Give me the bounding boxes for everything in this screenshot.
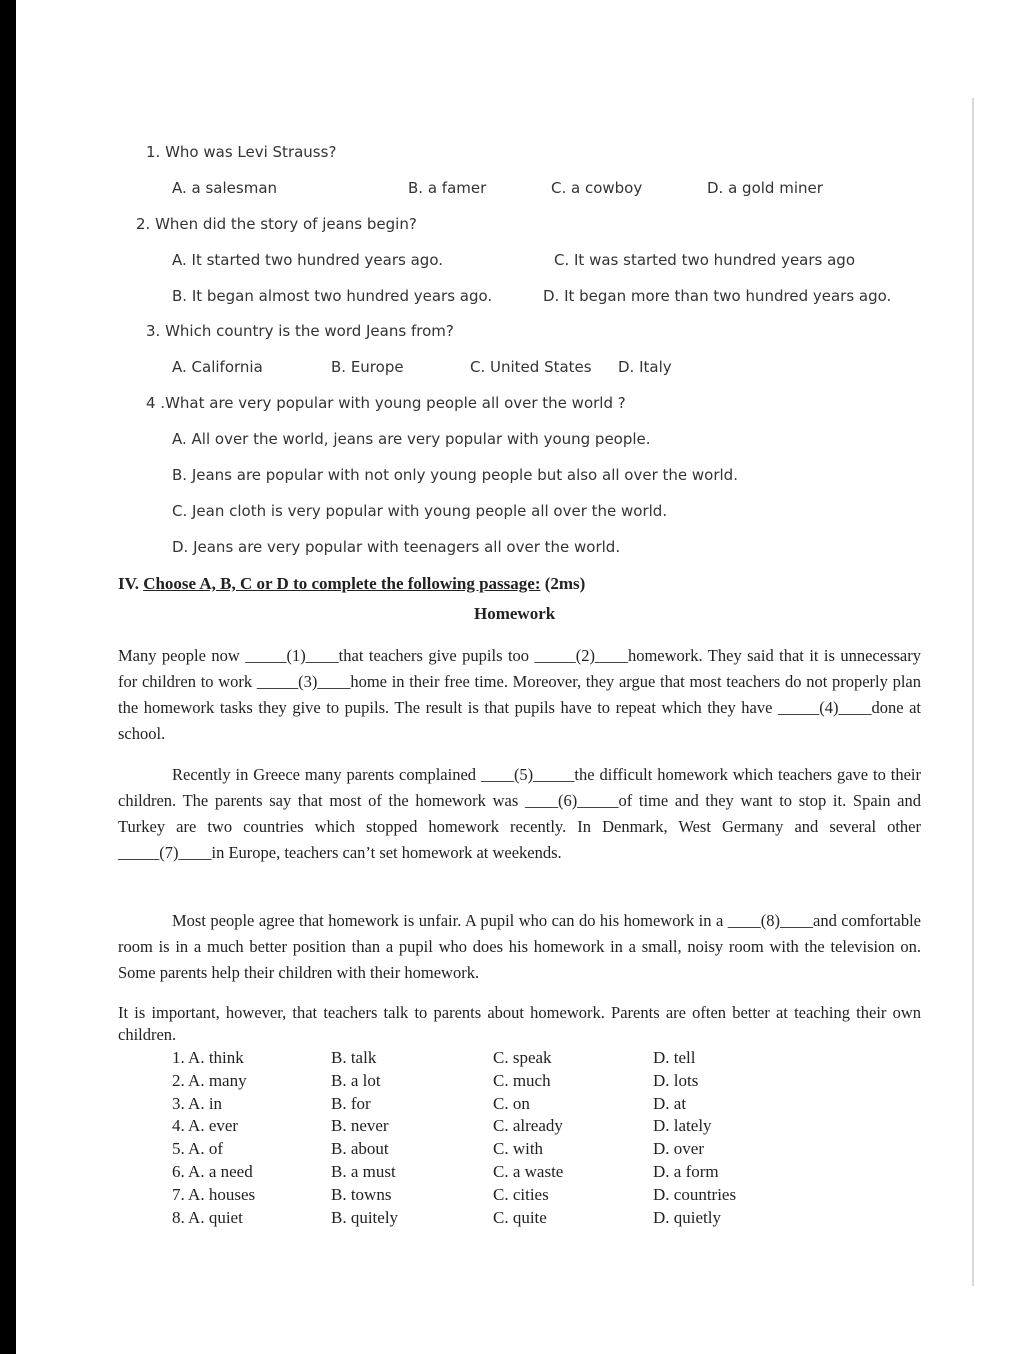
q2-option-d: D. It began more than two hundred years ago. xyxy=(543,287,892,305)
question-2: 2. When did the story of jeans begin? xyxy=(136,215,417,233)
answer-1-option-d: D. tell xyxy=(653,1048,696,1067)
answer-1-option-a: 1. A. think xyxy=(172,1048,244,1067)
section-number: IV. xyxy=(118,574,139,593)
q2-option-c: C. It was started two hundred years ago xyxy=(554,251,856,269)
q1-option-a: A. a salesman xyxy=(172,179,278,197)
answer-4-option-a: 4. A. ever xyxy=(172,1116,239,1136)
q1-option-b: B. a famer xyxy=(408,179,487,197)
answer-2-option-d: D. lots xyxy=(653,1070,699,1090)
answer-5-option-d: D. over xyxy=(653,1139,704,1159)
answer-4-option-b: B. never xyxy=(331,1116,389,1136)
answer-8-option-d: D. quietly xyxy=(653,1207,721,1227)
question-1: 1. Who was Levi Strauss? xyxy=(146,143,337,161)
passage-paragraph-1: Many people now _____(1)____that teachers give pupils too _____(2)____homework. They said that it is unnecessary for children to work _____(3)____home in their free time. Moreover, they argue that most teachers do not properly plan the homework tasks they give to pupils. The result is that pupils have to repeat which they have _____(4)____done at school. xyxy=(118,646,921,743)
passage-paragraph-3: Most people agree that homework is unfair. A pupil who can do his homework in a ____(8)____and comfortable room is in a much better position than a pupil who does his homework in a small, noisy room with the television on. Some parents help their children with their homework. xyxy=(118,911,921,982)
answer-6-option-d: D. a form xyxy=(653,1162,719,1181)
answer-6-option-c: C. a waste xyxy=(493,1162,564,1181)
answer-3-option-a: 3. A. in xyxy=(172,1093,223,1113)
answer-8-option-a: 8. A. quiet xyxy=(172,1207,243,1227)
section-marks: (2ms) xyxy=(544,574,586,593)
answer-8-option-c: C. quite xyxy=(493,1207,547,1227)
passage-paragraph-2: Recently in Greece many parents complained ____(5)_____the difficult homework which teachers gave to their children. The parents say that most of the homework was ____(6)_____of time and they want to stop it. Spain and Turkey are two countries which stopped homework recently. In Denmark, West Germany and several other _____(7)____in Europe, teachers can’t set homework at weekends. xyxy=(118,765,921,862)
answer-5-option-a: 5. A. of xyxy=(172,1139,223,1159)
answer-5-option-c: C. with xyxy=(493,1139,544,1159)
q4-option-b: B. Jeans are popular with not only young people but also all over the world. xyxy=(172,466,738,484)
q4-option-c: C. Jean cloth is very popular with young people all over the world. xyxy=(172,502,668,520)
answer-7-option-c: C. cities xyxy=(493,1184,549,1204)
answer-4-option-c: C. already xyxy=(493,1116,563,1136)
answer-7-option-d: D. countries xyxy=(653,1184,737,1204)
answer-7-option-b: B. towns xyxy=(331,1184,392,1204)
answer-4-option-d: D. lately xyxy=(653,1116,712,1136)
answer-6-option-b: B. a must xyxy=(331,1162,396,1181)
answer-8-option-b: B. quitely xyxy=(331,1207,399,1227)
answer-7-option-a: 7. A. houses xyxy=(172,1184,256,1204)
q2-option-a: A. It started two hundred years ago. xyxy=(172,251,443,269)
answer-2-option-c: C. much xyxy=(493,1070,551,1090)
answer-6-option-a: 6. A. a need xyxy=(172,1162,253,1181)
answer-2-option-b: B. a lot xyxy=(331,1070,381,1090)
answer-3-option-c: C. on xyxy=(493,1093,530,1113)
q2-option-b: B. It began almost two hundred years ago. xyxy=(172,287,493,305)
q3-option-a: A. California xyxy=(172,358,263,376)
answer-2-option-a: 2. A. many xyxy=(172,1070,247,1090)
question-3: 3. Which country is the word Jeans from? xyxy=(146,322,454,340)
passage-title: Homework xyxy=(474,604,556,623)
answer-1-option-b: B. talk xyxy=(331,1048,377,1067)
q4-option-a: A. All over the world, jeans are very popular with young people. xyxy=(172,430,651,448)
q1-option-d: D. a gold miner xyxy=(707,179,823,197)
section-heading xyxy=(118,574,585,594)
q4-option-d: D. Jeans are very popular with teenagers all over the world. xyxy=(172,538,621,556)
answer-5-option-b: B. about xyxy=(331,1139,389,1159)
passage-paragraph-4: It is important, however, that teachers talk to parents about homework. Parents are often better at teaching their own children. xyxy=(118,1003,921,1044)
question-4: 4 .What are very popular with young people all over the world ? xyxy=(146,394,626,412)
answer-3-option-b: B. for xyxy=(331,1093,371,1113)
q3-option-b: B. Europe xyxy=(331,358,404,376)
answer-1-option-c: C. speak xyxy=(493,1048,552,1067)
q3-option-d: D. Italy xyxy=(618,358,672,376)
answer-3-option-d: D. at xyxy=(653,1093,687,1113)
q3-option-c: C. United States xyxy=(470,358,592,376)
q1-option-c: C. a cowboy xyxy=(551,179,643,197)
section-instruction: Choose A, B, C or D to complete the following passage: xyxy=(143,574,541,593)
